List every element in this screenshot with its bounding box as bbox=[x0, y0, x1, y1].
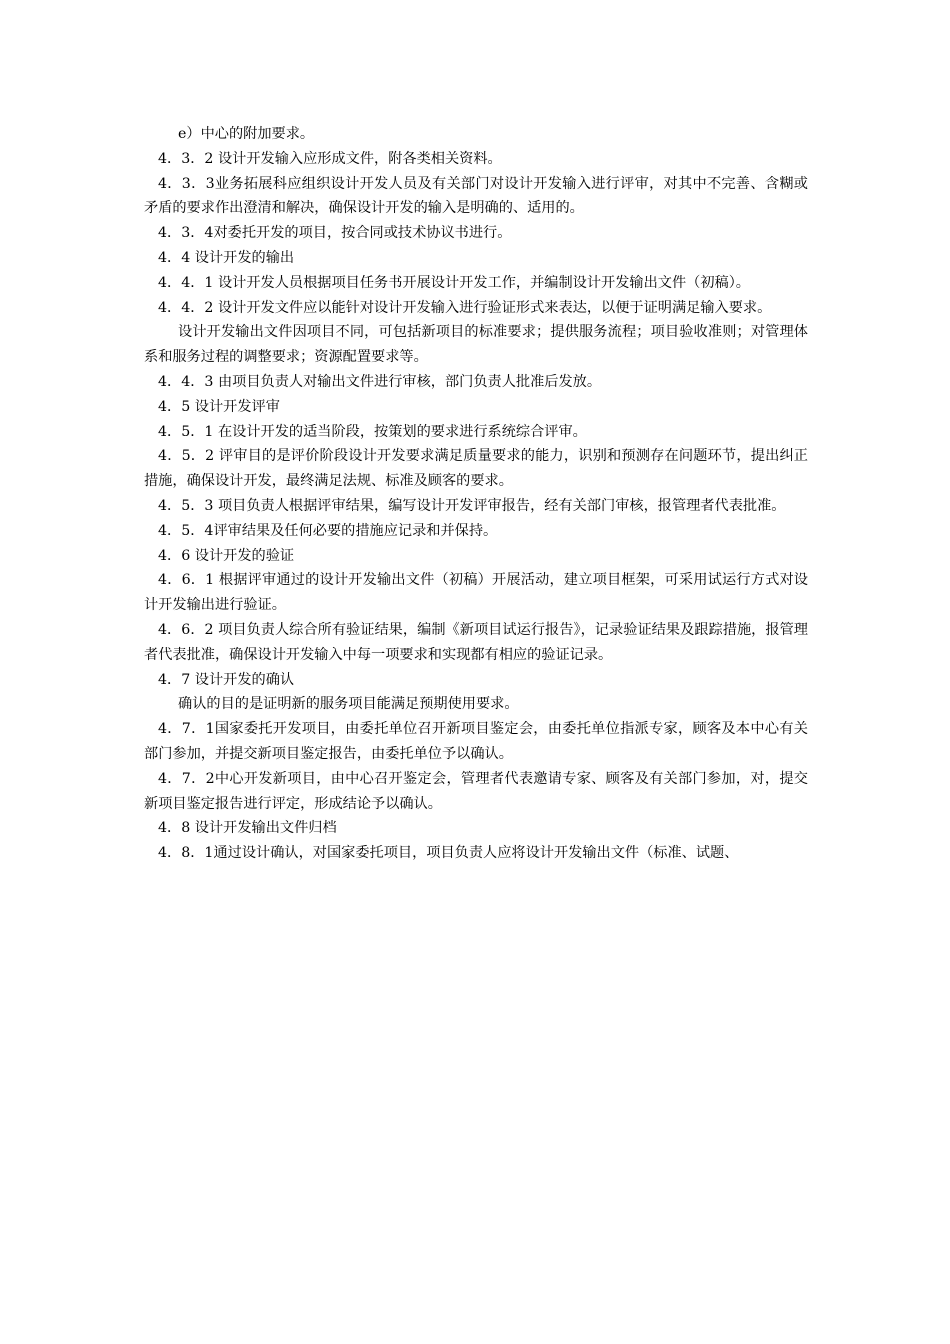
paragraph-4-5-1: 4．5．1 在设计开发的适当阶段，按策划的要求进行系统综合评审。 bbox=[158, 423, 587, 440]
section-heading-4-7: 4．7 设计开发的确认 bbox=[158, 671, 295, 688]
paragraph-output-documents: 设计开发输出文件因项目不同，可包括新项目的标准要求；提供服务流程；项目验收准则；对管理体系和服务过程的调整要求；资源配置要求等。 bbox=[144, 324, 808, 366]
paragraph-confirmation-purpose: 确认的目的是证明新的服务项目能满足预期使用要求。 bbox=[178, 696, 519, 713]
section-heading-4-4: 4．4 设计开发的输出 bbox=[158, 249, 295, 266]
paragraph-4-3-2: 4．3．2 设计开发输入应形成文件，附各类相关资料。 bbox=[158, 150, 502, 167]
section-heading-4-8: 4．8 设计开发输出文件归档 bbox=[158, 820, 337, 837]
paragraph-4-3-4: 4．3．4对委托开发的项目，按合同或技术协议书进行。 bbox=[158, 225, 512, 242]
paragraph-4-7-1: 4．7．1国家委托开发项目，由委托单位召开新项目鉴定会，由委托单位指派专家，顾客及本中心有关部门参加，并提交新项目鉴定报告，由委托单位予以确认。 bbox=[144, 721, 808, 762]
paragraph-4-4-3: 4．4．3 由项目负责人对输出文件进行审核，部门负责人批准后发放。 bbox=[158, 373, 602, 390]
document-body bbox=[144, 122, 808, 866]
paragraph-4-7-2: 4．7．2中心开发新项目，由中心召开鉴定会，管理者代表邀请专家、顾客及有关部门参加，对，提交新项目鉴定报告进行评定，形成结论予以确认。 bbox=[144, 770, 808, 812]
section-heading-4-5: 4．5 设计开发评审 bbox=[158, 398, 280, 415]
paragraph-4-6-2: 4．6．2 项目负责人综合所有验证结果，编制《新项目试运行报告》，记录验证结果及跟踪措施，报管理者代表批准，确保设计开发输入中每一项要求和实现都有相应的验证记录。 bbox=[144, 621, 808, 663]
paragraph-4-4-1: 4．4．1 设计开发人员根据项目任务书开展设计开发工作，并编制设计开发输出文件（初稿）。 bbox=[158, 274, 750, 291]
paragraph-4-5-4: 4．5．4评审结果及任何必要的措施应记录和并保持。 bbox=[158, 522, 498, 539]
paragraph-4-5-2: 4．5．2 评审目的是评价阶段设计开发要求满足质量要求的能力，识别和预测存在问题环节，提出纠正措施，确保设计开发，最终满足法规、标准及顾客的要求。 bbox=[144, 448, 808, 490]
paragraph-4-3-3: 4．3．3业务拓展科应组织设计开发人员及有关部门对设计开发输入进行评审，对其中不完善、含糊或矛盾的要求作出澄清和解决，确保设计开发的输入是明确的、适用的。 bbox=[144, 175, 808, 217]
paragraph-4-8-1: 4．8．1通过设计确认，对国家委托项目，项目负责人应将设计开发输出文件（标准、试题、 bbox=[158, 845, 739, 862]
section-heading-4-6: 4．6 设计开发的验证 bbox=[158, 547, 295, 564]
paragraph-4-4-2: 4．4．2 设计开发文件应以能针对设计开发输入进行验证形式来表达，以便于证明满足输入要求。 bbox=[158, 299, 772, 316]
paragraph-e-center-requirements: e）中心的附加要求。 bbox=[178, 126, 315, 142]
paragraph-4-5-3: 4．5．3 项目负责人根据评审结果，编写设计开发评审报告，经有关部门审核，报管理者代表批准。 bbox=[158, 497, 786, 514]
paragraph-4-6-1: 4．6．1 根据评审通过的设计开发输出文件（初稿）开展活动，建立项目框架，可采用试运行方式对设计开发输出进行验证。 bbox=[144, 572, 808, 614]
